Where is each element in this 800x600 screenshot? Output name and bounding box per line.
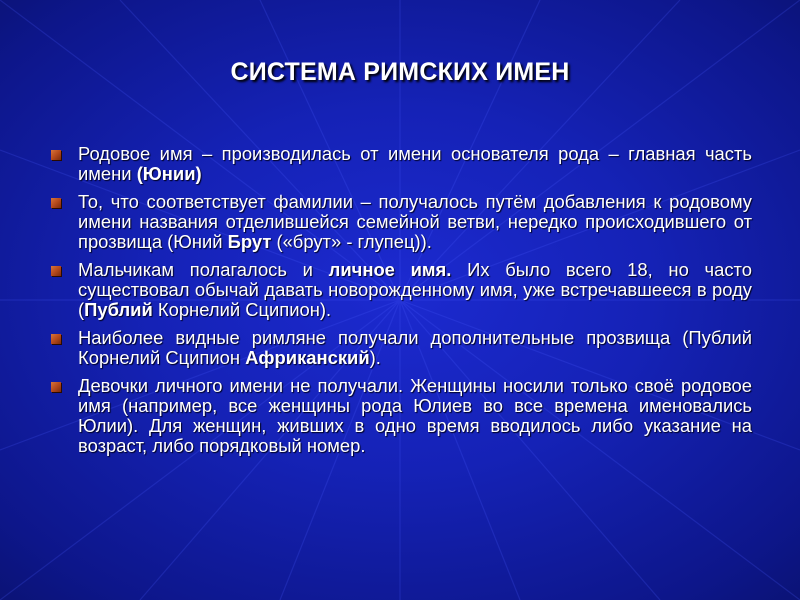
- item-text: Родовое имя – производилась от имени основателя рода – главная часть имени: [78, 143, 752, 184]
- item-text: Корнелий Сципион).: [152, 299, 332, 320]
- square-bullet-icon: [51, 150, 61, 160]
- square-bullet-icon: [51, 198, 61, 208]
- list-item: [46, 376, 752, 456]
- item-text: Их было всего 18, но часто существовал обычай давать новорожденному имя, уже встречавшееся в роду (: [78, 259, 752, 320]
- list-item: [46, 260, 752, 320]
- item-bold-text: Брут: [227, 231, 272, 252]
- list-item: [46, 144, 752, 184]
- item-text: То, что соответствует фамилии – получалось путём добавления к родовому имени названия отделившейся семейной ветви, нередко происходившего от прозвища (Юний: [78, 191, 752, 252]
- item-text: ).: [369, 347, 381, 368]
- item-bold-text: Публий: [84, 299, 153, 320]
- slide-title: СИСТЕМА РИМСКИХ ИМЕН: [230, 58, 570, 86]
- item-text: Девочки личного имени не получали. Женщины носили только своё родовое имя (например, все женщины рода Юлиев во все времена именовались Юлии). Для женщин, живших в одно время вводилось либо указание на возраст, либо порядковый номер.: [78, 375, 752, 456]
- item-bold-text: Африканский: [245, 347, 370, 368]
- square-bullet-icon: [51, 334, 61, 344]
- item-bold-text: личное имя.: [328, 259, 452, 280]
- item-text: Мальчикам полагалось и: [78, 259, 329, 280]
- square-bullet-icon: [51, 382, 61, 392]
- bullet-list: [46, 144, 752, 464]
- item-text: («брут» - глупец)).: [271, 231, 432, 252]
- square-bullet-icon: [51, 266, 61, 276]
- list-item: [46, 192, 752, 252]
- list-item: [46, 328, 752, 368]
- item-text: Наиболее видные римляне получали дополнительные прозвища (Публий Корнелий Сципион: [78, 327, 752, 368]
- item-bold-text: (Юнии): [136, 163, 202, 184]
